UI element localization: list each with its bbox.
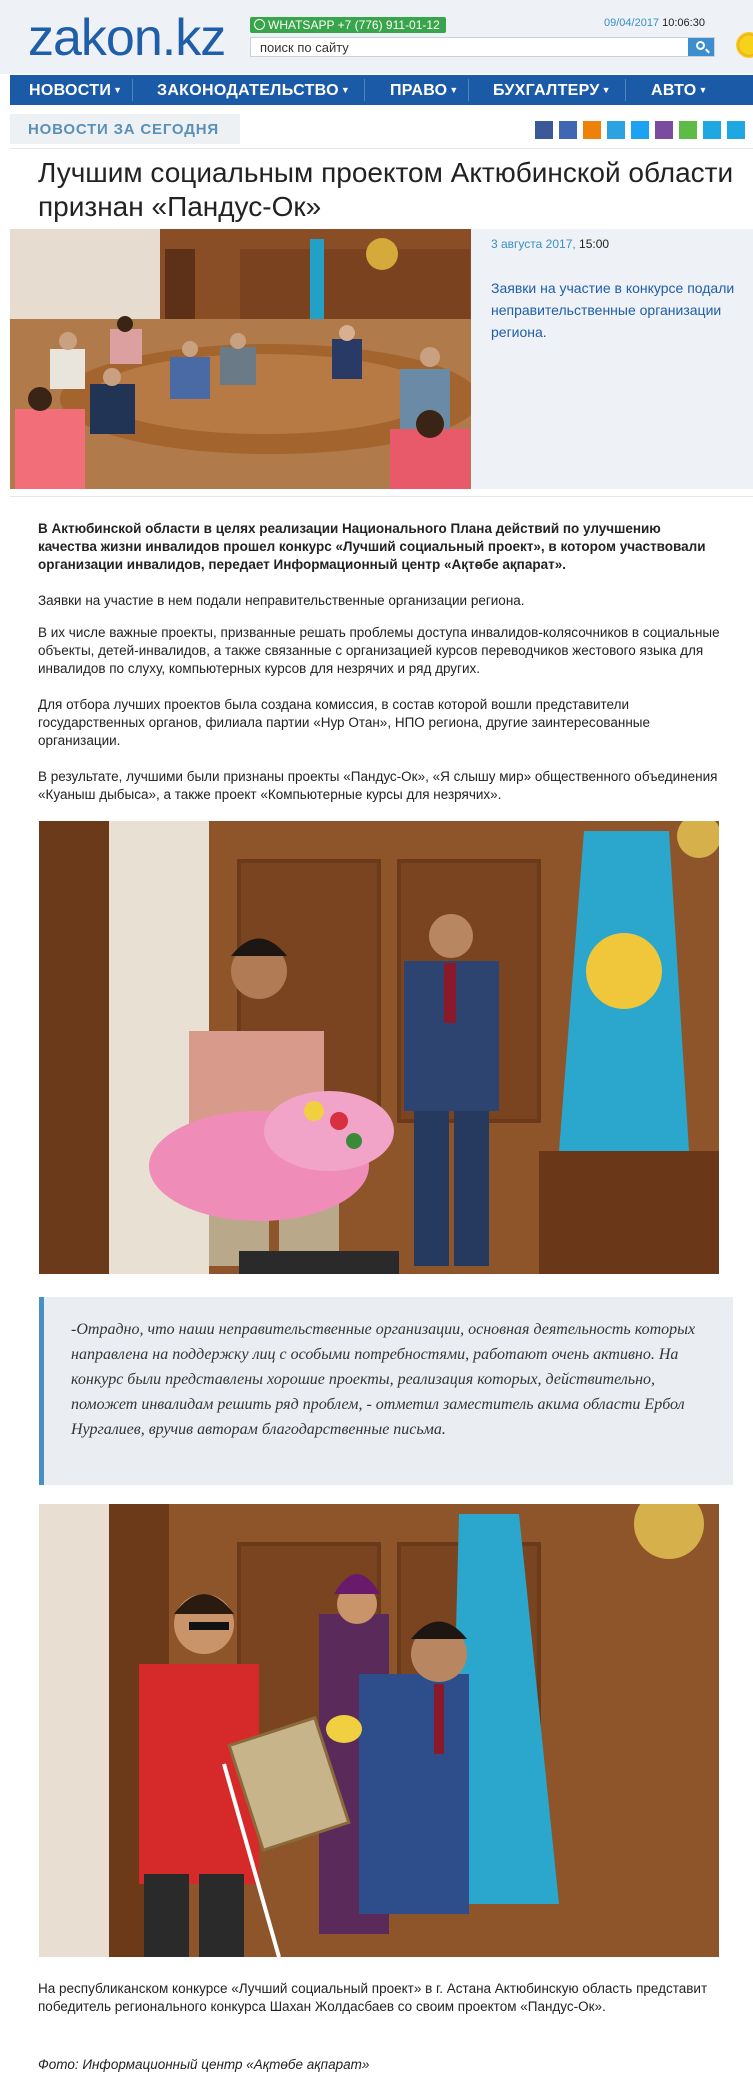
share-telegram-icon[interactable] — [703, 121, 721, 139]
nav-item-news[interactable] — [29, 75, 122, 105]
weather-sun-icon[interactable] — [734, 30, 753, 60]
search-button[interactable] — [688, 38, 714, 56]
search-box — [250, 37, 715, 57]
site-header — [0, 0, 753, 74]
publish-date: 3 августа 2017, — [491, 237, 576, 251]
hero-photo-image — [10, 229, 471, 489]
site-logo[interactable]: zakon.kz — [28, 9, 226, 67]
nav-divider — [364, 79, 365, 101]
share-facebook-alt-icon[interactable] — [559, 121, 577, 139]
nav-item-accountant[interactable] — [493, 75, 611, 105]
main-nav — [10, 75, 753, 105]
chevron-down-icon: ▼ — [449, 85, 459, 95]
article-intro: В Актюбинской области в целях реализации Национального Плана действий по улучшению качества жизни инвалидов прошел конкурс «Лучший социальный проект», в котором участвовали организации инвалидов, передает Информационный центр «Ақтөбе ақпарат». — [38, 521, 706, 572]
share-mail-icon[interactable] — [727, 121, 745, 139]
search-input[interactable] — [251, 38, 686, 56]
share-viber-icon[interactable] — [655, 121, 673, 139]
header-date: 09/04/2017 — [604, 17, 660, 29]
nav-item-legislation[interactable] — [157, 75, 350, 105]
article-paragraph: Заявки на участие в нем подали неправительственные организации региона. — [38, 593, 525, 608]
article-title: Лучшим социальным проектом Актюбинской области признан «Пандус-Ок» — [38, 157, 734, 222]
article-photo-2-image — [39, 1504, 719, 1957]
publish-time: 15:00 — [579, 237, 610, 251]
article-paragraph: На республиканском конкурсе «Лучший социальный проект» в г. Астана Актюбинскую область представит победитель регионального конкурса Шахан Жолдасбаев со своим проектом «Пандус-Ок». — [38, 1981, 708, 2014]
article-paragraph: В результате, лучшими были признаны проекты «Пандус-Ок», «Я слышу мир» общественного объединения «Куаныш дыбыса», а также проект «Компьютерные курсы для незрячих». — [38, 769, 718, 802]
share-twitter-icon[interactable] — [631, 121, 649, 139]
nav-item-label: ЗАКОНОДАТЕЛЬСТВО — [157, 82, 339, 99]
nav-divider — [625, 79, 626, 101]
nav-divider — [132, 79, 133, 101]
article-photo-2 — [39, 1504, 719, 1957]
quote-text: -Отрадно, что наши неправительственные организации, основная деятельность которых направлена на поддержку лиц с особыми потребностями, работают очень активно. На конкурс были представлены хорошие проекты, реализация которых, действительно, поможет инвалидам решить ряд проблем, - отметил заместитель акима области Ербол Нургалиев, вручив авторам благодарственные письма. — [71, 1321, 696, 1438]
nav-item-label: ПРАВО — [390, 82, 448, 99]
nav-item-auto[interactable] — [651, 75, 708, 105]
publish-datetime — [491, 237, 609, 251]
hero-sidebar — [471, 229, 753, 489]
header-time: 10:06:30 — [662, 17, 705, 29]
search-icon — [696, 41, 705, 50]
nav-item-label: БУХГАЛТЕРУ — [493, 82, 600, 99]
chevron-down-icon: ▼ — [601, 85, 611, 95]
share-vk-icon[interactable] — [607, 121, 625, 139]
section-title[interactable]: НОВОСТИ ЗА СЕГОДНЯ — [28, 121, 219, 138]
whatsapp-icon — [254, 19, 265, 30]
chevron-down-icon: ▼ — [113, 85, 123, 95]
chevron-down-icon: ▼ — [340, 85, 351, 95]
divider — [10, 496, 753, 497]
share-odnoklassniki-icon[interactable] — [583, 121, 601, 139]
nav-item-law[interactable] — [390, 75, 459, 105]
whatsapp-badge[interactable] — [250, 17, 446, 33]
photo-credit: Фото: Информационный центр «Ақтөбе ақпарат» — [38, 2057, 370, 2072]
article-quote — [39, 1297, 733, 1485]
header-datetime — [604, 17, 705, 29]
whatsapp-label: WHATSAPP +7 (776) 911-01-12 — [268, 18, 440, 32]
divider — [10, 148, 753, 149]
article-lead: Заявки на участие в конкурсе подали неправительственные организации региона. — [491, 280, 735, 340]
article-paragraph: В их числе важные проекты, призванные решать проблемы доступа инвалидов-колясочников в социальные объекты, детей-инвалидов, а также связанные с организацией курсов переводчиков жестового языка для инвалидов по слуху, компьютерных курсов для незрячих и ряд других. — [38, 625, 720, 676]
article-paragraph: Для отбора лучших проектов была создана комиссия, в состав которой вошли представители государственных органов, филиала партии «Нур Отан», НПО региона, другие заинтересованные организации. — [38, 697, 650, 748]
article-photo-1 — [39, 821, 719, 1274]
chevron-down-icon: ▼ — [698, 85, 708, 95]
hero-photo — [10, 229, 471, 489]
share-whatsapp-icon[interactable] — [679, 121, 697, 139]
share-facebook-icon[interactable] — [535, 121, 553, 139]
section-bar — [10, 114, 240, 144]
nav-item-label: АВТО — [651, 82, 697, 99]
nav-item-label: НОВОСТИ — [29, 82, 112, 99]
nav-divider — [468, 79, 469, 101]
article-photo-1-image — [39, 821, 719, 1274]
